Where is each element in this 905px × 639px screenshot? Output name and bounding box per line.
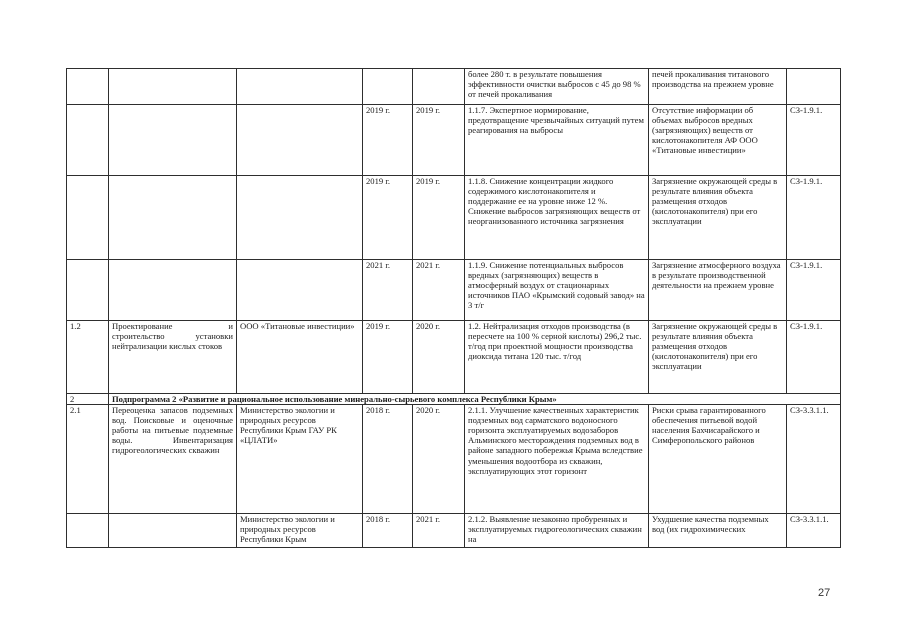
table-row — [67, 321, 841, 394]
activity-cell: Переоценка запасов подземных вод. Поисковые и оценочные работы на питьевые подземные воды. Инвентаризация гидрогеологических скважин — [109, 405, 237, 514]
result-cell: 1.2. Нейтрализация отходов производства (в пересчете на 100 % серной кислоты) 296,2 тыс. т/год при проектной мощности производства диоксида титана 120 тыс. т/год — [465, 321, 649, 394]
executor-cell: Министерство экологии и природных ресурсов Республики Крым — [237, 514, 363, 548]
subprogram-number: 2 — [67, 394, 109, 405]
link-cell — [787, 69, 841, 105]
end-year-cell: 2020 г. — [413, 405, 465, 514]
result-cell: 1.1.7. Экспертное нормирование, предотвращение чрезвычайных ситуаций путем реагирования на выбросы — [465, 105, 649, 176]
end-year-cell: 2019 г. — [413, 105, 465, 176]
start-year-cell — [363, 69, 413, 105]
table-row — [67, 260, 841, 321]
activity-cell — [109, 514, 237, 548]
activity-cell — [109, 69, 237, 105]
row-number: 2.1 — [67, 405, 109, 514]
end-year-cell: 2021 г. — [413, 260, 465, 321]
link-cell: СЗ-1.9.1. — [787, 321, 841, 394]
consequence-cell: Риски срыва гарантированного обеспечения питьевой водой населения Бахчисарайского и Симферопольского районов — [649, 405, 787, 514]
executor-cell: ООО «Титановые инвестиции» — [237, 321, 363, 394]
table-row — [67, 69, 841, 105]
start-year-cell: 2019 г. — [363, 176, 413, 260]
start-year-cell: 2021 г. — [363, 260, 413, 321]
table-row — [67, 105, 841, 176]
result-cell: 2.1.1. Улучшение качественных характеристик подземных вод сарматского водоносного горизонта эксплуатируемых водозаборов Альминского месторождения подземных вод в районе западного побережья Крыма вследствие уменьшения водоотбора из скважин, эксплуатирующих этот горизонт — [465, 405, 649, 514]
consequence-cell: Отсутствие информации об объемах выбросов вредных (загрязняющих) веществ от кислотонакопителя АФ ООО «Титановые инвестиции» — [649, 105, 787, 176]
row-number — [67, 260, 109, 321]
link-cell: СЗ-1.9.1. — [787, 260, 841, 321]
subprogram-row — [67, 394, 841, 405]
result-cell: 1.1.9. Снижение потенциальных выбросов вредных (загрязняющих) веществ в атмосферный воздух от стационарных источников ПАО «Крымский содовый завод» на 3 т/г — [465, 260, 649, 321]
start-year-cell: 2019 г. — [363, 105, 413, 176]
link-cell: СЗ-3.3.1.1. — [787, 514, 841, 548]
activity-cell — [109, 105, 237, 176]
activity-cell — [109, 176, 237, 260]
end-year-cell — [413, 69, 465, 105]
row-number — [67, 176, 109, 260]
end-year-cell: 2021 г. — [413, 514, 465, 548]
executor-cell: Министерство экологии и природных ресурсов Республики Крым ГАУ РК «ЦЛАТИ» — [237, 405, 363, 514]
activity-cell — [109, 260, 237, 321]
executor-cell — [237, 176, 363, 260]
activity-cell: Проектирование и строительство установки нейтрализации кислых стоков — [109, 321, 237, 394]
consequence-cell: печей прокаливания титанового производства на прежнем уровне — [649, 69, 787, 105]
consequence-cell: Загрязнение атмосферного воздуха в результате производственной деятельности на прежнем уровне — [649, 260, 787, 321]
start-year-cell: 2018 г. — [363, 405, 413, 514]
row-number — [67, 514, 109, 548]
executor-cell — [237, 260, 363, 321]
start-year-cell: 2019 г. — [363, 321, 413, 394]
end-year-cell: 2020 г. — [413, 321, 465, 394]
start-year-cell: 2018 г. — [363, 514, 413, 548]
executor-cell — [237, 69, 363, 105]
link-cell: СЗ-3.3.1.1. — [787, 405, 841, 514]
end-year-cell: 2019 г. — [413, 176, 465, 260]
page-number: 27 — [818, 587, 831, 599]
row-number: 1.2 — [67, 321, 109, 394]
consequence-cell: Загрязнение окружающей среды в результате влияния объекта размещения отходов (кислотонакопителя) при его эксплуатации — [649, 176, 787, 260]
link-cell: СЗ-1.9.1. — [787, 176, 841, 260]
link-cell: СЗ-1.9.1. — [787, 105, 841, 176]
table-row — [67, 405, 841, 514]
table-row — [67, 176, 841, 260]
row-number — [67, 105, 109, 176]
executor-cell — [237, 105, 363, 176]
result-cell: 2.1.2. Выявление незаконно пробуренных и эксплуатируемых гидрогеологических скважин на — [465, 514, 649, 548]
result-cell: 1.1.8. Снижение концентрации жидкого содержимого кислотонакопителя и поддержание ее на уровне ниже 12 %. Снижение выбросов загрязняющих веществ от неорганизованного источника загрязнения — [465, 176, 649, 260]
row-number — [67, 69, 109, 105]
program-table — [66, 68, 841, 548]
result-cell: более 280 т. в результате повышения эффективности очистки выбросов с 45 до 98 % от печей прокаливания — [465, 69, 649, 105]
consequence-cell: Ухудшение качества подземных вод (их гидрохимических — [649, 514, 787, 548]
table-row — [67, 514, 841, 548]
consequence-cell: Загрязнение окружающей среды в результате влияния объекта размещения отходов (кислотонакопителя) при его эксплуатации — [649, 321, 787, 394]
subprogram-title: Подпрограмма 2 «Развитие и рациональное использование минерально-сырьевого комплекса Республики Крым» — [109, 394, 841, 405]
